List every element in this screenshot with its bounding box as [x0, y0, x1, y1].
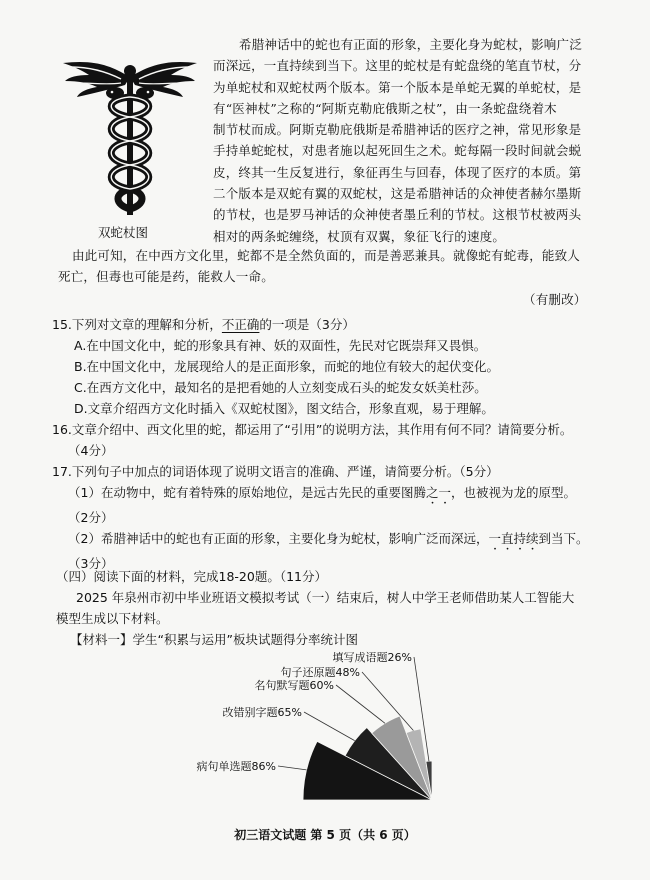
slice-label-3: 名句默写题60%	[254, 679, 334, 692]
article-line: 二个版本是双蛇有翼的双蛇杖，这是希腊神话的众神使者赫尔墨斯	[213, 186, 582, 202]
question-15	[52, 314, 499, 419]
section-4-intro-line: 2025 年泉州市初中毕业班语文模拟考试（一）结束后，树人中学王老师借助某人工智能大	[76, 590, 575, 605]
article-line: 皮，终其一生反复进行，象征再生与回春，体现了医疗的本质。第	[213, 164, 582, 180]
article-line: 的节杖，也是罗马神话的众神使者墨丘利的节杖。这根节杖被两头	[213, 207, 582, 223]
item-2-score: （3分）	[68, 556, 114, 571]
slice-label-4: 句子还原题48%	[280, 666, 360, 679]
article-line: 死亡，但毒也可能是药，能救人一命。	[58, 269, 274, 285]
slice-label-5: 填写成语题26%	[332, 651, 412, 664]
item-1-dotted-word: 之一	[425, 485, 451, 500]
figure-caption: 双蛇杖图	[98, 225, 149, 240]
section-4	[56, 566, 574, 650]
question-17-item-1	[52, 482, 589, 507]
item-2-text-b: 到当下。	[538, 531, 589, 546]
article-intro	[213, 34, 608, 247]
option-b: B.在中国文化中，龙展现给人的是正面形象，而蛇的地位有较大的起伏变化。	[74, 359, 500, 374]
section-4-intro-line: 模型生成以下材料。	[56, 611, 169, 626]
score-rate-chart	[0, 640, 650, 830]
question-16-stem: 16.文章介绍中、西文化里的蛇，都运用了“引用”的说明方法，其作用有何不同？请简要分析。	[52, 422, 573, 437]
article-line: 相对的两条蛇缠绕，杖顶有双翼，象征飞行的速度。	[213, 228, 506, 244]
leader-line-1	[278, 766, 307, 770]
leader-line-2	[304, 712, 355, 741]
option-c: C.在西方文化中，最知名的是把看她的人立刻变成石头的蛇发女妖美杜莎。	[74, 380, 487, 395]
article-line: 手持单蛇蛇杖，对患者施以起死回生之术。蛇每隔一段时间就会蜕	[213, 143, 582, 159]
page-footer: 初三语文试题 第 5 页（共 6 页）	[234, 828, 416, 842]
section-4-heading: （四）阅读下面的材料，完成18-20题。（11分）	[56, 569, 327, 584]
article-line: 有“医神杖”之称的“阿斯克勒庇俄斯之杖”，由一条蛇盘绕着木	[213, 100, 557, 116]
item-1-text-b: ，也被视为龙的原型。	[450, 485, 576, 500]
question-17-item-2	[52, 528, 589, 553]
leader-line-3	[336, 685, 385, 723]
question-15-emphasis: 不正确	[221, 317, 260, 332]
article-line: 由此可知，在中西方文化里，蛇都不是全然负面的，而是善恶兼具。就像蛇有蛇毒，能致人	[72, 248, 581, 263]
item-2-text-a: （2）希腊神话中的蛇也有正面的形象，主要化身为蛇杖，影响广泛而深远，	[68, 531, 489, 546]
question-15-stem	[52, 314, 499, 335]
question-17	[52, 461, 589, 574]
caduceus-icon	[55, 45, 205, 220]
material-1-title: 【材料一】学生“积累与运用”板块试题得分率统计图	[70, 632, 358, 647]
question-16	[52, 419, 572, 461]
article-line: 而深远，一直持续到当下。这里的蛇杖是有蛇盘绕的笔直节杖，分	[213, 58, 582, 74]
item-1-text-a: （1）在动物中，蛇有着特殊的原始地位，是远古先民的重要图腾	[68, 485, 426, 500]
article-line: 制节杖而成。阿斯克勒庇俄斯是希腊神话的医疗之神，常见形象是	[213, 122, 582, 138]
slice-label-2: 改错别字题65%	[222, 706, 302, 719]
option-d: D.文章介绍西方文化时插入《双蛇杖图》，图文结合，形象直观，易于理解。	[74, 401, 494, 416]
article-line: 为单蛇杖和双蛇杖两个版本。第一个版本是单蛇无翼的单蛇杖，是	[213, 79, 582, 95]
question-15-stem-a: 15.下列对文章的理解和分析，	[52, 317, 222, 332]
option-a: A.在中国文化中，蛇的形象具有神、妖的双面性，先民对它既崇拜又畏惧。	[74, 338, 487, 353]
question-15-stem-b: 的一项是（3分）	[259, 317, 355, 332]
question-16-score: （4分）	[68, 443, 114, 458]
source-note: （有删改）	[523, 292, 587, 307]
question-17-stem: 17.下列句子中加点的词语体现了说明文语言的准确、严谨，请简要分析。（5分）	[52, 464, 499, 479]
article-conclusion	[58, 245, 580, 288]
item-2-dotted-word: 一直持续	[488, 531, 539, 546]
slice-label-1: 病句单选题86%	[196, 760, 276, 773]
item-1-score: （2分）	[68, 510, 114, 525]
article-line: 希腊神话中的蛇也有正面的形象，主要化身为蛇杖，影响广泛	[239, 37, 582, 52]
